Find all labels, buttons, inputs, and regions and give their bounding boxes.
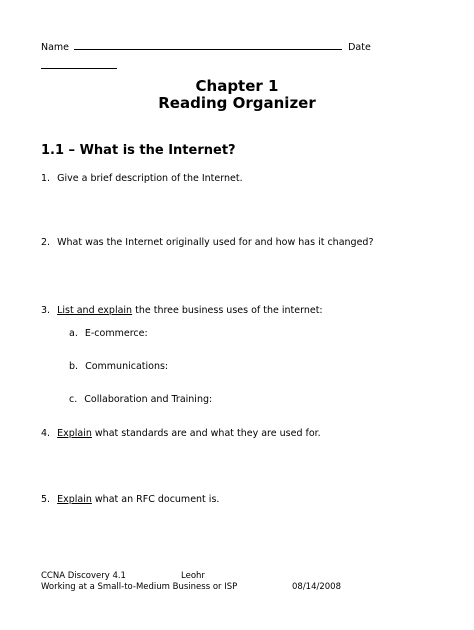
question-text: What was the Internet originally used for and how has it changed? <box>57 237 374 248</box>
date-row <box>41 54 117 73</box>
sub-item-text: E-commerce: <box>84 328 148 339</box>
footer-date: 08/14/2008 <box>292 582 341 592</box>
chapter-subtitle: Reading Organizer <box>158 94 316 112</box>
name-blank[interactable] <box>74 49 342 50</box>
footer-course: CCNA Discovery 4.1 <box>41 571 126 581</box>
question-text: what an RFC document is. <box>91 494 220 505</box>
section-heading: 1.1 – What is the Internet? <box>41 143 236 158</box>
chapter-title: Chapter 1 <box>195 77 279 95</box>
sub-item-b <box>69 361 168 372</box>
question-number: 5. <box>41 494 51 505</box>
question-number: 1. <box>41 173 51 184</box>
question-emphasis: Explain <box>57 494 92 505</box>
question-text: the three business uses of the internet: <box>132 305 323 316</box>
question-number: 4. <box>41 428 51 439</box>
question-5 <box>41 494 219 505</box>
date-label: Date <box>348 42 371 53</box>
sub-item-text: Collaboration and Training: <box>84 394 213 405</box>
name-label: Name <box>41 42 70 53</box>
question-4 <box>41 428 321 439</box>
sub-item-c <box>69 394 212 405</box>
footer-author: Leohr <box>181 571 205 581</box>
question-number: 2. <box>41 237 51 248</box>
question-1 <box>41 173 243 184</box>
sub-item-letter: c. <box>69 394 78 405</box>
question-number: 3. <box>41 305 51 316</box>
sub-item-text: Communications: <box>85 361 169 372</box>
question-emphasis: Explain <box>57 428 92 439</box>
question-2 <box>41 237 374 248</box>
sub-item-letter: a. <box>69 328 78 339</box>
question-3 <box>41 305 323 316</box>
sub-item-a <box>69 328 148 339</box>
date-blank[interactable] <box>41 58 117 69</box>
footer-subtitle: Working at a Small-to-Medium Business or ISP <box>41 582 238 592</box>
sub-item-letter: b. <box>69 361 79 372</box>
question-text: what standards are and what they are used for. <box>91 428 321 439</box>
name-row <box>41 42 371 53</box>
question-emphasis: List and explain <box>57 305 133 316</box>
question-text: Give a brief description of the Internet. <box>57 173 243 184</box>
